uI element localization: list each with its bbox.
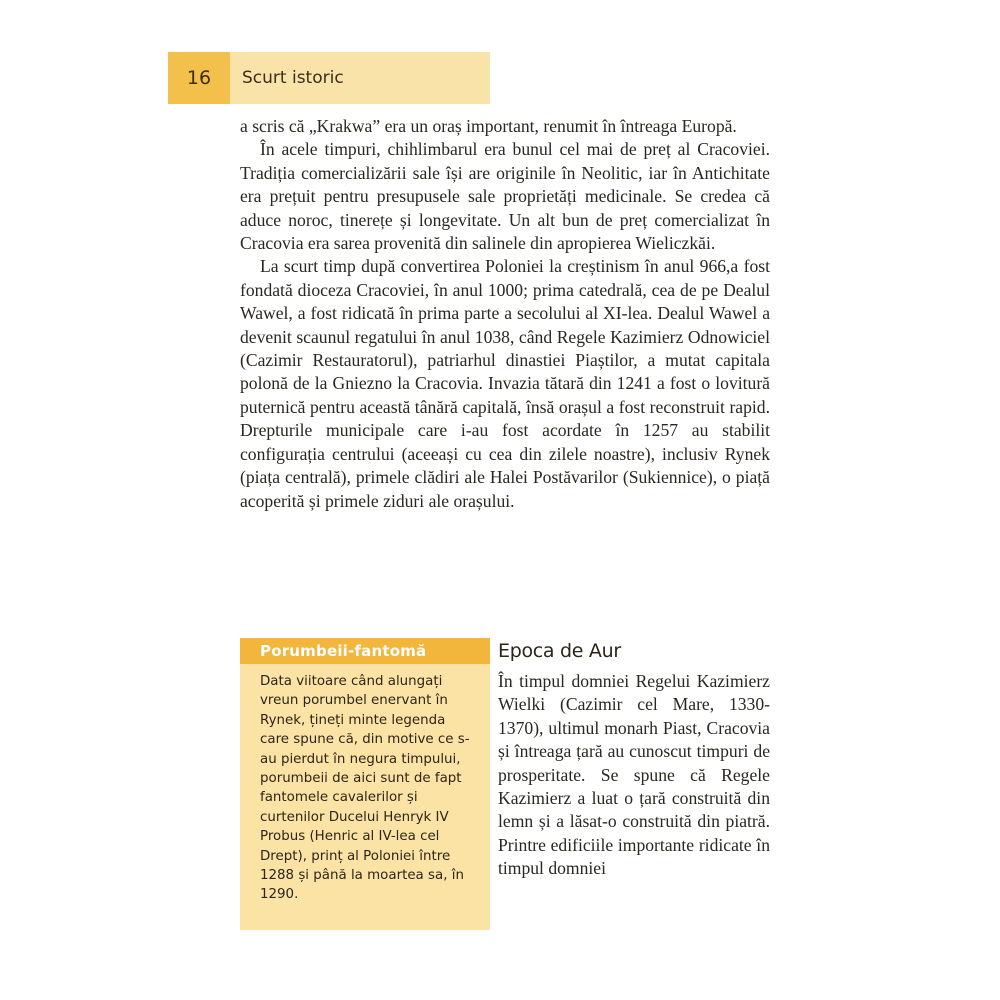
- page-number: 16: [168, 52, 230, 104]
- paragraph-christianity: La scurt timp după convertirea Poloniei la creștinism în anul 966,a fost fondată dioceza Cracoviei, în anul 1000; prima catedrală, cea de pe Dealul Wawel, a fost ridicată în prima parte a secolului al XI-lea. Dealul Wawel a devenit scaunul regatului în anul 1038, când Regele Kazimierz Odnowiciel (Cazimir Restauratorul), patriarhul dinastiei Piaștilor, a mutat capitala polonă de la Gniezno la Cracovia. Invazia tătară din 1241 a fost o lovitură puternică pentru această tânără capitală, însă orașul a fost reconstruit rapid. Drepturile municipale care i-au fost acordate în 1257 au stabilit configurația centrului (aceeași cu cea din zilele noastre), inclusiv Rynek (piața centrală), primele clădiri ale Halei Postăvarilor (Sukiennice), o piață acoperită și primele ziduri ale orașului.: [240, 256, 770, 511]
- paragraph-continuation: a scris că „Krakwa” era un oraș important, renumit în întreaga Europă.: [240, 116, 737, 136]
- main-text-column: [240, 115, 770, 513]
- paragraph-amber: În acele timpuri, chihlimbarul era bunul cel mai de preț al Cracoviei. Tradiția comercializării sale își are originile în Neolitic, iar în Antichitate era prețuit pentru presupusele sale proprietăți medicinale. Se credea că aduce noroc, tinerețe și longevitate. Un alt bun de preț comercializat în Cracovia era sarea provenită din salinele din apropierea Wieliczkăi.: [240, 139, 770, 254]
- sidebar-box: [240, 638, 490, 930]
- section-heading: Epoca de Aur: [498, 640, 621, 662]
- sidebar-title: Porumbeii-fantomă: [240, 638, 490, 664]
- section-text-column: [498, 670, 770, 881]
- section-running-title: Scurt istoric: [230, 52, 490, 104]
- sidebar-text: Data viitoare când alungați vreun porumbel enervant în Rynek, țineți minte legenda care spune că, din motive ce s-au pierdut în negura timpului, porumbeii de aici sunt de fapt fantomele cavalerilor și curtenilor Ducelui Henryk IV Probus (Henric al IV-lea cel Drept), prinț al Poloniei între 1288 și până la moartea sa, în 1290.: [260, 674, 470, 903]
- section-paragraph: În timpul domniei Regelui Kazimierz Wielki (Cazimir cel Mare, 1330-1370), ultimul monarh Piast, Cracovia și întreaga țară au cunoscut timpuri de prosperitate. Se spune că Regele Kazimierz a luat o țară construită din lemn și a lăsat-o construită din piatră. Printre edificiile importante ridicate în timpul domniei: [498, 671, 770, 879]
